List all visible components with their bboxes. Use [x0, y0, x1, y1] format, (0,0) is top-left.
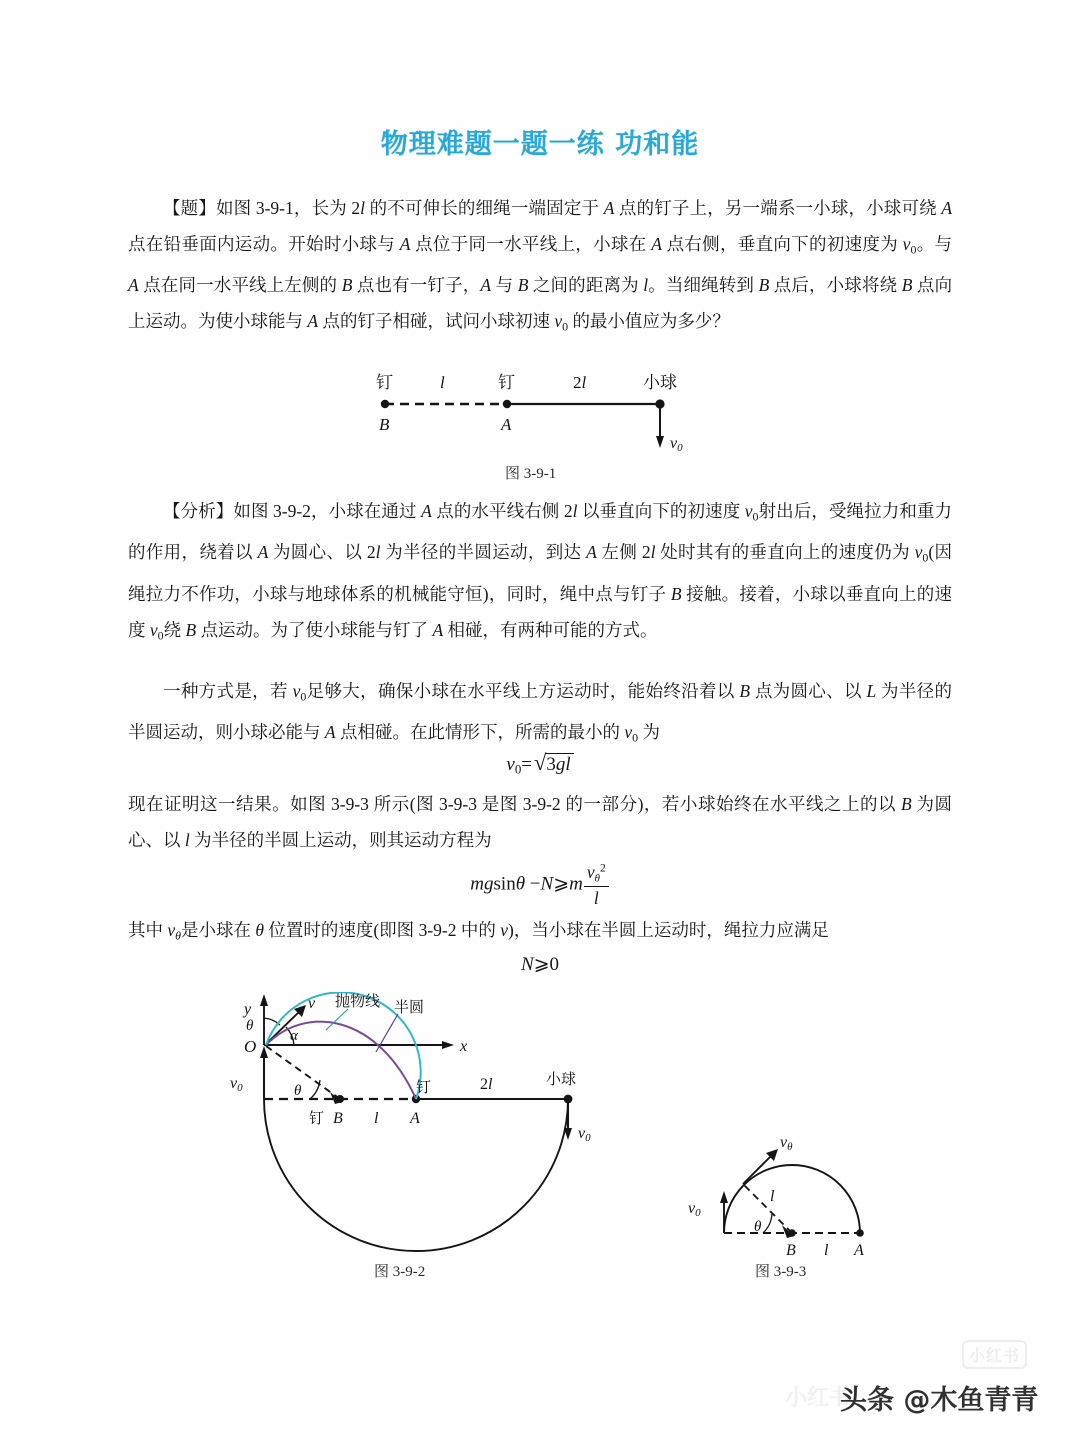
figure-3-9-2	[208, 992, 638, 1265]
analysis-paragraph-4: 其中 $v_\theta$是小球在 θ 位置时的速度(即图 3-9-2 中的 v)，当小球在半圆上运动时，绳拉力应满足	[128, 920, 829, 943]
fig3-v0-head	[720, 1191, 728, 1203]
fig2-nail-at-b-label: 钉	[309, 1109, 325, 1127]
fig3-point-b-label: B	[786, 1242, 796, 1259]
fig3-point-b-dot	[788, 1229, 796, 1237]
semicircle-leader-line	[376, 1014, 398, 1052]
fig2-ball-velocity-head	[564, 1128, 572, 1140]
fig2-velocity-v-label: v	[308, 995, 316, 1012]
fig1-point-a-label: A	[501, 415, 512, 434]
fig3-v0-label: v0	[688, 1200, 701, 1219]
fig2-ball-dot	[564, 1095, 573, 1104]
fig3-point-a-label: A	[854, 1242, 864, 1259]
problem-paragraph: 【题】如图 3-9-1，长为 2l 的不可伸长的细绳一端固定于 A 点的钉子上，另一端系一小球，小球可绕 A 点在铅垂面内运动。开始时小球与 A 点位于同一水平线上，小球在 A 点右侧，垂直向下的初速度为 v0。与 A 点在同一水平线上左侧的 B 点也有一钉子，A 与 B 之间的距离为 l。当细绳转到 B 点后，小球将绕 B 点向上运动。为使小球能与 A 点的钉子相碰，试问小球初速 v0 的最小值应为多少？	[128, 198, 953, 334]
fig2-axis-x-label: x	[460, 1038, 468, 1055]
fig3-semicircle-path	[724, 1165, 860, 1233]
formula-motion-equation: mgsinθ −N⩾m $\frac{v\theta^2}{l}$	[0, 862, 1080, 908]
figure-3-9-2-caption: 图 3-9-2	[374, 1264, 426, 1280]
parabola-leader-line	[326, 1009, 348, 1030]
analysis-label: 【分析】	[163, 501, 234, 521]
ball-dot	[655, 399, 664, 408]
analysis-paragraph-3: 现在证明这一结果。如图 3-9-3 所示(图 3-9-3 是图 3-9-2 的一部分)，若小球始终在水平线之上的以 B 为圆心、以 l 为半径的半圆上运动，则其运动方程为	[128, 794, 953, 850]
fig2-origin-label: O	[244, 1037, 257, 1056]
parabola-label: 抛物线	[335, 992, 381, 1010]
fig3-vtheta-label: vθ	[780, 1134, 793, 1153]
page-title: 物理难题一题一练 功和能	[380, 129, 700, 160]
fig1-v0-label: v0	[670, 435, 683, 454]
velocity-arrow-head	[656, 436, 664, 448]
watermark-headline: 头条 @木鱼青青	[840, 1385, 1039, 1416]
watermark-faint-text: 小红书	[785, 1386, 852, 1411]
fig2-v0-left-label: v0	[230, 1075, 243, 1094]
figure-3-9-1-svg	[355, 368, 725, 458]
fig2-dashed-radius-bo	[266, 1046, 340, 1099]
fig2-point-b-label: B	[333, 1110, 343, 1127]
fig2-v0-left-head	[260, 1046, 268, 1058]
fig1-seg-2l-label: 2l	[573, 373, 587, 392]
figure-3-9-1	[355, 368, 725, 463]
fig2-seg-l-label: l	[374, 1110, 379, 1127]
formula-tension-condition: N⩾0	[520, 953, 560, 975]
figure-3-9-3-svg	[662, 1125, 892, 1260]
point-b-dot	[381, 400, 389, 408]
fig2-point-a-label: A	[410, 1110, 420, 1127]
point-a-dot	[503, 400, 511, 408]
figure-3-9-3-caption: 图 3-9-3	[755, 1264, 807, 1280]
fig2-alpha-label: α	[290, 1028, 298, 1044]
analysis-paragraph-2: 一种方式是，若 v0足够大，确保小球在水平线上方运动时，能始终沿着以 B 点为圆心、以 L 为半径的半圆运动，则小球必能与 A 点相碰。在此情形下，所需的最小的 v0 为	[128, 681, 952, 745]
fig3-radius-l-label: l	[770, 1188, 775, 1205]
fig1-seg-l-label: l	[440, 373, 445, 392]
fig3-theta-arc	[763, 1214, 772, 1233]
fig2-v0-right-label: v0	[578, 1125, 591, 1144]
fig1-nail-left-label: 钉	[376, 373, 393, 393]
parabola-curve	[266, 1022, 416, 1099]
fig2-nail-at-a-label: 钉	[416, 1078, 432, 1096]
figure-3-9-1-caption: 图 3-9-1	[505, 466, 557, 482]
fig2-axis-y-label: y	[244, 1001, 252, 1018]
fig1-point-b-label: B	[379, 415, 390, 434]
formula-v0: v0=√3gl	[0, 750, 1080, 778]
fig2-theta-top-label: θ	[246, 1018, 254, 1034]
problem-label: 【题】	[163, 198, 216, 218]
fig2-theta-mid-label: θ	[294, 1083, 302, 1099]
fig2-x-axis-head	[442, 1041, 454, 1049]
watermark-faint-badge: 小红书	[962, 1340, 1027, 1369]
fig1-ball-label: 小球	[643, 373, 677, 393]
semicircle-label: 半圆	[394, 998, 425, 1016]
analysis-paragraph-1: 【分析】如图 3-9-2，小球在通过 A 点的水平线右侧 2l 以垂直向下的初速度 v0射出后，受绳拉力和重力的作用，绕着以 A 为圆心、以 2l 为半径的半圆运动，到达 A 左侧 2l 处时其有的垂直向上的速度仍为 v0(因绳拉力不作功，小球与地球体系的机械能守恒)，同时，绳中点与钉子 B 接触。接着，小球以垂直向上的速度 v0绕 B 点运动。为了使小球能与钉了 A 相碰，有两种可能的方式。	[128, 501, 953, 642]
fig1-nail-right-label: 钉	[498, 373, 515, 393]
figure-3-9-3	[662, 1125, 892, 1265]
fig2-ball-label: 小球	[546, 1070, 577, 1088]
fig2-y-axis-head	[260, 994, 268, 1006]
fig2-seg-2l-label: 2l	[480, 1076, 493, 1093]
fig3-seg-l-label: l	[824, 1242, 829, 1259]
figure-3-9-2-svg	[208, 992, 638, 1260]
fig3-theta-label: θ	[754, 1219, 762, 1235]
fig3-point-a-dot	[856, 1229, 864, 1237]
